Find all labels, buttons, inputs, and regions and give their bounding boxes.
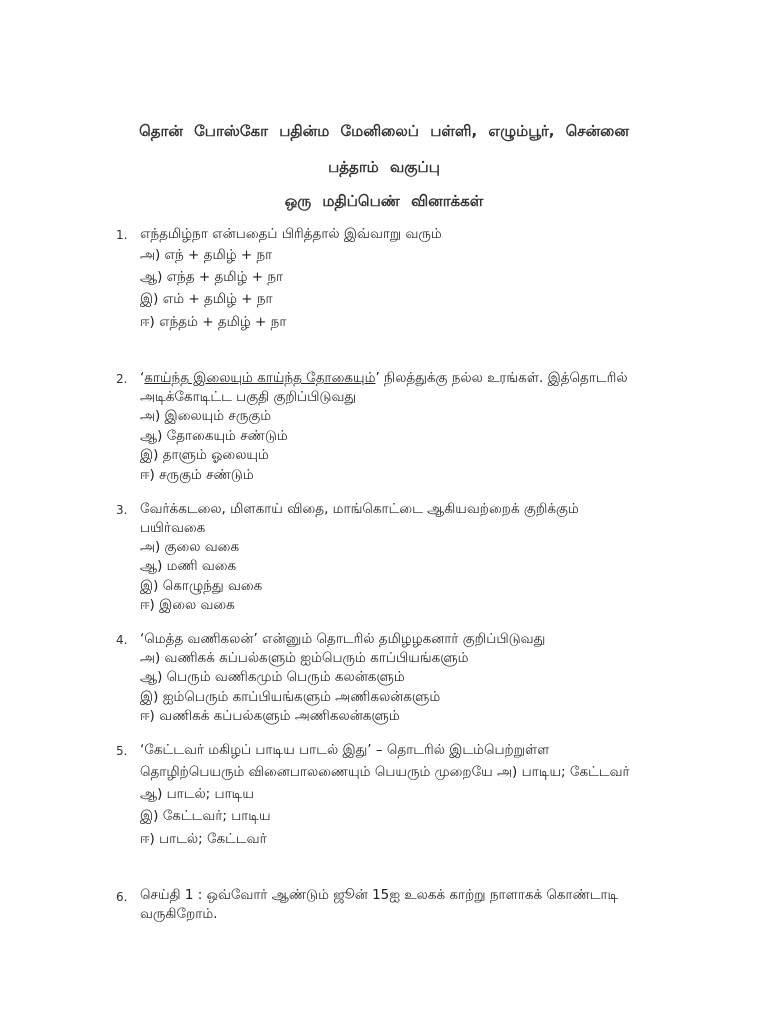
- option-c: இ) ஐம்பெரும் காப்பியங்களும் அணிகலன்களும்: [140, 689, 441, 705]
- quote-open: ‘: [140, 370, 145, 386]
- option-c: இ) கொழுந்து வகை: [140, 578, 263, 594]
- option-c: இ) எம் + தமிழ் + நா: [140, 291, 273, 307]
- question-text: செய்தி 1 : ஒவ்வோர் ஆண்டும் ஜூன் 15ஐ உலகக் காற்று நாளாகக் கொண்டாடி: [140, 887, 619, 903]
- option-d: ஈ) பாடல்; கேட்டவர்: [140, 831, 267, 847]
- option-a: அ) குலை வகை: [140, 539, 240, 555]
- question-number: 6.: [116, 890, 128, 904]
- question-text-rest: ’ நிலத்துக்கு நல்ல உரங்கள். இத்தொடரில்: [375, 370, 628, 386]
- question-text: வேர்க்கடலை, மிளகாய் விதை, மாங்கொட்டை ஆகியவற்றைக் குறிக்கும்: [140, 501, 579, 517]
- option-b: ஆ) பெரும் வணிகமும் பெரும் கலன்களும்: [140, 669, 405, 685]
- question-text: எந்தமிழ்நா என்பதைப் பிரித்தால் இவ்வாறு வரும்: [140, 226, 442, 242]
- question-text-line-2: வருகிறோம்.: [140, 906, 218, 922]
- option-c: இ) தாளும் ஓலையும்: [140, 447, 269, 463]
- option-a: அ) வணிகக் கப்பல்களும் ஐம்பெரும் காப்பியங்களும்: [140, 650, 469, 666]
- question-text: ‘கேட்டவர் மகிழப் பாடிய பாடல் இது’ – தொடரில் இடம்பெற்றுள்ள: [140, 742, 550, 758]
- underlined-phrase: காய்ந்த இலையும் காய்ந்த தோகையும்: [144, 370, 376, 386]
- option-b: ஆ) எந்த + தமிழ் + நா: [140, 269, 284, 285]
- section-title: ஒரு மதிப்பெண் வினாக்கள்: [284, 192, 484, 210]
- option-d: ஈ) எந்தம் + தமிழ் + நா: [140, 314, 287, 330]
- class-title: பத்தாம் வகுப்பு: [328, 158, 440, 176]
- question-number: 4.: [116, 633, 128, 647]
- question-number: 1.: [116, 228, 128, 242]
- option-b: ஆ) தோகையும் சண்டும்: [140, 428, 288, 444]
- option-b: ஆ) மணி வகை: [140, 558, 237, 574]
- option-a: அ) எந் + தமிழ் + நா: [140, 247, 273, 263]
- question-number: 5.: [116, 744, 128, 758]
- school-title: தொன் போஸ்கோ பதின்ம மேனிலைப் பள்ளி, எழும்பூர், சென்னை: [139, 122, 629, 140]
- question-text-line-2: பயிர்வகை: [140, 520, 206, 536]
- option-b: ஆ) பாடல்; பாடிய: [140, 786, 254, 802]
- question-number: 2.: [116, 372, 128, 386]
- option-a: அ) இலையும் சருகும்: [140, 408, 272, 424]
- option-c: இ) கேட்டவர்; பாடிய: [140, 808, 271, 824]
- question-text: ‘மெத்த வணிகலன்’ என்னும் தொடரில் தமிழழகனார் குறிப்பிடுவது: [140, 631, 546, 647]
- question-number: 3.: [116, 503, 128, 517]
- option-d: ஈ) இலை வகை: [140, 597, 235, 613]
- question-text-line-2: தொழிற்பெயரும் வினைபாலணையும் பெயரும் முறையே அ) பாடிய; கேட்டவர்: [140, 764, 630, 780]
- question-text-line-2: அடிக்கோடிட்ட பகுதி குறிப்பிடுவது: [140, 389, 357, 405]
- question-text: [140, 370, 628, 388]
- option-d: ஈ) சருகும் சண்டும்: [140, 467, 254, 483]
- option-d: ஈ) வணிகக் கப்பல்களும் அணிகலன்களும்: [140, 708, 400, 724]
